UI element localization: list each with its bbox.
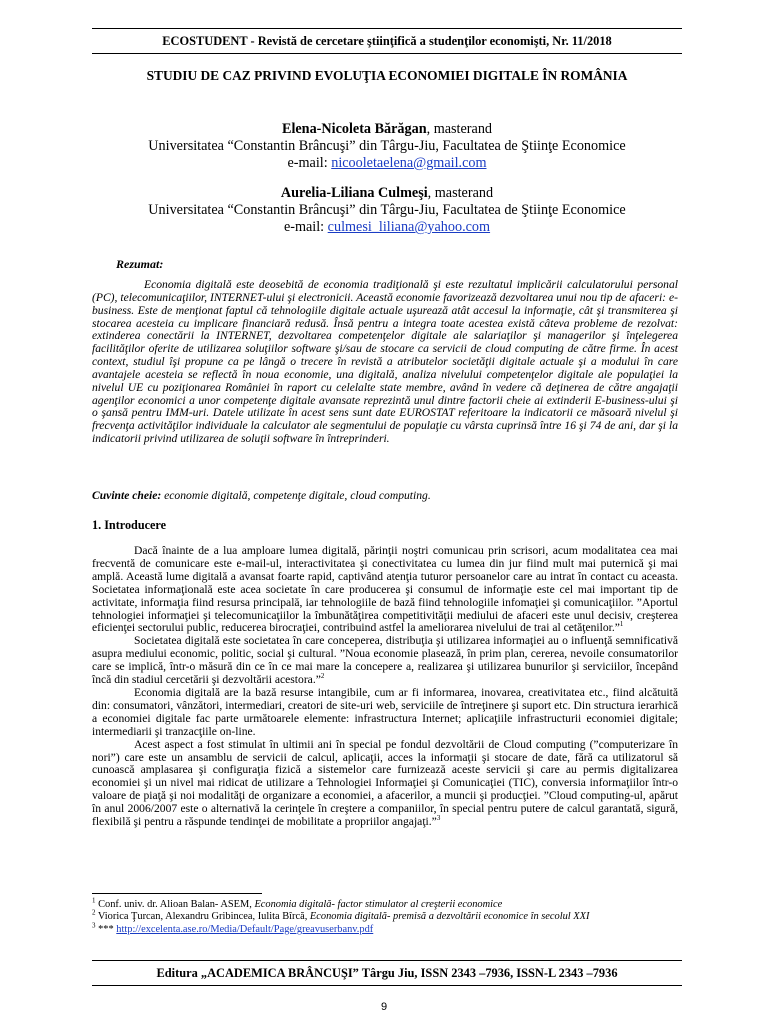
keywords: [92, 489, 431, 502]
body-text: [92, 545, 678, 829]
author-role: , masterand: [427, 185, 494, 201]
author-name: Aurelia-Liliana Culmeşi: [280, 185, 428, 201]
author-role: , masterand: [426, 121, 493, 137]
email-label: e-mail:: [287, 155, 332, 171]
footnotes: [92, 896, 590, 936]
paper-title: STUDIU DE CAZ PRIVIND EVOLUŢIA ECONOMIEI DIGITALE ÎN ROMÂNIA: [146, 68, 628, 83]
journal-header: ECOSTUDENT - Revistă de cercetare ştiinţifică a studenţilor economişti, Nr. 11/2018: [92, 28, 682, 54]
author-block: [92, 185, 682, 236]
author-email-link[interactable]: culmesi_liliana@yahoo.com: [327, 219, 491, 235]
footnote-ref[interactable]: 1: [619, 620, 624, 629]
page-number: 9: [380, 1001, 388, 1013]
publisher-footer: Editura „ACADEMICA BRÂNCUŞI” Târgu Jiu, ISSN 2343 –7936, ISSN-L 2343 –7936: [92, 960, 682, 986]
author-affiliation: Universitatea “Constantin Brâncuşi” din Târgu-Jiu, Facultatea de Ştiinţe Economice: [148, 202, 626, 218]
footnote-ref[interactable]: 2: [320, 672, 325, 681]
email-label: e-mail:: [283, 219, 328, 235]
keywords-text: economie digitală, competenţe digitale, cloud computing.: [161, 489, 431, 502]
paragraph: Dacă înainte de a lua amploare lumea digitală, părinţii noştri comunicau prin scrisori, acum modalitatea cea mai frecventă de comunicare este e-mail-ul, interactivitatea şi conectivitatea cu lumea din jur fiind mult mai puternică şi mai amplă. Această lume digitală a avansat foarte rapid, captivând atenţia tuturor persoanelor care au intrat în contact cu aceasta. Societatea informaţională este acea societate în care producerea şi consumul de informaţie este cel mai important tip de activitate, informaţia fiind resursa principală, iar tehnologiile de bază fiind tehnologiile infomaţiei şi comunicaţiilor. ”Aportul tehnologiei informaţiei şi telecomunicaţiilor la îmbunătăţirea competitivităţii mediului de afaceri este unul decisiv, creşterea eficienţei sectorului public, reducerea birocraţiei, contribuind astfel la ameliorarea nivelului de trai al cetăţenilor.”$^1$: [92, 544, 678, 635]
paragraph: Economia digitală are la bază resurse intangibile, cum ar fi informarea, inovarea, creativitatea etc., fiind alcătuită din: consumatori, vânzători, intermediari, creatori de site-uri web, serviciile de întreţinere şi suport etc. Din structura ierarhică a economiei digitale fac parte următoarele elemente: infrastructura Internet; aplicaţiile infrastructurii economiei digitale; intermediarii şi tranzacţiile on-line.: [92, 685, 678, 738]
abstract-heading: Rezumat:: [116, 257, 164, 271]
footnote-ref[interactable]: 3: [436, 814, 441, 823]
paragraph: Acest aspect a fost stimulat în ultimii ani în special pe fondul dezvoltării de Cloud computing (”computerizare în nori”) care este un ansamblu de servicii de calcul, aplicaţii, acces la informaţii şi stocare de date, fără ca utilizatorul să cunoască amplasarea şi configuraţia fizică a sistemelor care furnizează aceste servicii şi care au permis digitalizarea economiei şi un nivel mai ridicat de utilizare a Tehnologiei Informaţiei şi Comunicaţiei (TIC), conversia informaţiilor într-o valoare de piaţă şi noi modalităţi de organizare a economiei, a afacerilor, a muncii şi producţiei. ”Cloud computing-ul, apărut în anul 2006/2007 este o alternativă la cerinţele în creştere a companiilor, în special pentru putere de calcul garantată, sigură, flexibilă şi pentru a răspunde tendinţei de mobilitate a propriilor angajaţi.”$^3$: [92, 737, 678, 829]
author-affiliation: Universitatea “Constantin Brâncuşi” din Târgu-Jiu, Facultatea de Ştiinţe Economice: [148, 138, 626, 154]
footnote: $^3$ *** http://excelenta.ase.ro/Media/Default/Page/greavuserbanv.pdf: [92, 921, 374, 935]
keywords-label: Cuvinte cheie:: [92, 489, 162, 502]
footnote-link[interactable]: http://excelenta.ase.ro/Media/Default/Page/greavuserbanv.pdf: [116, 923, 374, 935]
author-email-link[interactable]: nicooletaelena@gmail.com: [331, 155, 487, 171]
footnote: $^1$ Conf. univ. dr. Alioan Balan- ASEM, Economia digitală- factor stimulator al creşterii economice: [92, 896, 503, 910]
author-name: Elena-Nicoleta Bărăgan: [281, 121, 427, 137]
paragraph: Societatea digitală este societatea în care conceperea, distribuţia şi utilizarea informaţiei au o influenţă semnificativă asupra mediului economic, politic, social şi cultural. ”Noua economie plasează, în prim plan, cererea, nevoile consumatorilor care se implică, într-o măsură din ce în ce mai mare la concepere a, realizarea şi utilizarea bunurilor şi serviciilor, începând încă din stadiul cercetării şi dezvoltării acestora.”$^2$: [92, 634, 678, 687]
abstract-text: Economia digitală este deosebită de economia tradiţională şi este rezultatul implicării calculatorului personal (PC), telecomunicaţiilor, INTERNET-ului şi electronicii. Această economie favorizează dezvoltarea unui nou tip de afaceri: e-business. Este de menţionat faptul că tehnologiile digitale actuale uşurează atât accesul la informaţie, cât şi transmiterea şi stocarea acesteia cu implicare financiară redusă. Însă pentru a integra toate acestea există câteva probleme de rezolvat: extinderea conectării la INTERNET, dezvoltarea competenţelor digitale ale salariaţilor şi managerilor şi înţelegerea facilităţilor oferite de utilizarea soluţiilor software şi/sau de stocare ca servicii de cloud computing de către firme. În acest context, studiul îşi propune ca pe lângă o trecere în revistă a atributelor societăţii digitale actuale şi a modului în care avantajele acesteia se reflectă în noua economie, una digitală, analiza nivelului competenţelor digitale ale populaţiei la nivelul UE cu poziţionarea României în raport cu celelalte state membre, având în vedere că deţinerea de către angajaţii agenţilor economici a unor competenţe digitale avansate reprezintă unul dintre factorii cheie ai extinderii E-business-ului şi o şansă pentru IMM-uri. Datele utilizate în acest sens sunt date EUROSTAT referitoare la indicatorii ce măsoară nivelul şi frecvenţa activităţilor individuale la calculator ale segmentului de populaţie cu vârsta cuprinsă între 16 şi 74 de ani, dar şi la indicatorii privind utilizarea de soluţii software în întreprinderi.: [92, 278, 678, 446]
footnote: $^2$ Viorica Ţurcan, Alexandru Gribincea, Iulita Bîrcă, Economia digitală- premisă a dezvoltării economice în secolul XXI: [92, 908, 590, 923]
section-heading: 1. Introducere: [92, 518, 167, 532]
abstract: [92, 279, 678, 446]
footnote-divider: [92, 893, 262, 894]
author-block: [92, 121, 682, 172]
